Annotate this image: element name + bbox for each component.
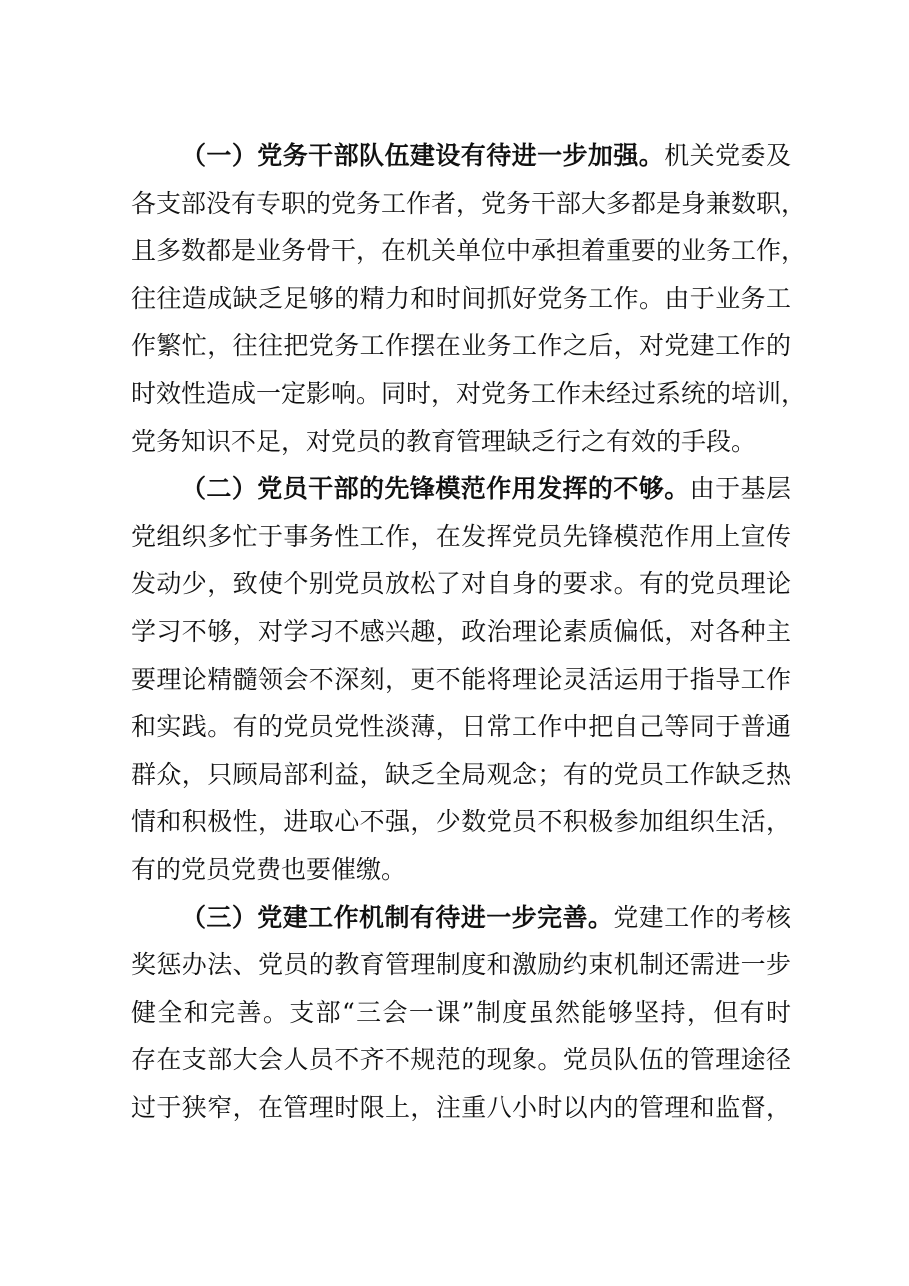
paragraph-text: 党建工作的考核 xyxy=(613,902,791,932)
paragraph-line: 要理论精髓领会不深刻，更不能将理论灵活运用于指导工作 xyxy=(131,664,791,694)
paragraph-line: 发动少，致使个别党员放松了对自身的要求。有的党员理论 xyxy=(131,569,791,599)
paragraph-line xyxy=(131,132,791,180)
paragraph-line: 和实践。有的党员党性淡薄，日常工作中把自己等同于普通 xyxy=(131,712,791,742)
paragraph-line: 且多数都是业务骨干，在机关单位中承担着重要的业务工作， xyxy=(131,236,807,266)
paragraph-line: 存在支部大会人员不齐不规范的现象。党员队伍的管理途径 xyxy=(131,1045,791,1075)
paragraph-line xyxy=(131,465,791,513)
paragraph-heading: （二）党员干部的先锋模范作用发挥的不够。 xyxy=(181,474,690,504)
paragraph-line: 时效性造成一定影响。同时，对党务工作未经过系统的培训， xyxy=(131,378,807,408)
paragraph-line: 过于狭窄，在管理时限上，注重八小时以内的管理和监督， xyxy=(131,1092,791,1122)
paragraph-line: 党务知识不足，对党员的教育管理缺乏行之有效的手段。 xyxy=(131,426,757,456)
paragraph-line xyxy=(131,894,791,942)
paragraph-line: 往往造成缺乏足够的精力和时间抓好党务工作。由于业务工 xyxy=(131,283,791,313)
paragraph-line: 情和积极性，进取心不强，少数党员不积极参加组织生活， xyxy=(131,807,791,837)
paragraph-heading: （一）党务干部队伍建设有待进一步加强。 xyxy=(181,141,665,170)
paragraph-line: 各支部没有专职的党务工作者，党务干部大多都是身兼数职， xyxy=(131,188,807,218)
paragraph-line: 健全和完善。支部“三会一课”制度虽然能够坚持，但有时 xyxy=(131,997,791,1027)
paragraph-heading: （三）党建工作机制有待进一步完善。 xyxy=(181,902,614,932)
paragraph-2 xyxy=(131,465,791,893)
paragraph-3 xyxy=(131,894,791,1132)
paragraph-text: 机关党委及 xyxy=(664,141,791,170)
paragraph-line: 群众，只顾局部利益，缺乏全局观念；有的党员工作缺乏热 xyxy=(131,759,791,789)
paragraph-text: 由于基层 xyxy=(689,474,791,504)
paragraph-line: 奖惩办法、党员的教育管理制度和激励约束机制还需进一步 xyxy=(131,950,791,980)
paragraph-line: 有的党员党费也要催缴。 xyxy=(131,854,407,884)
paragraph-1 xyxy=(131,132,807,465)
paragraph-line: 党组织多忙于事务性工作，在发挥党员先锋模范作用上宣传 xyxy=(131,521,791,551)
paragraph-line: 学习不够，对学习不感兴趣，政治理论素质偏低，对各种主 xyxy=(131,616,791,646)
paragraph-line: 作繁忙，往往把党务工作摆在业务工作之后，对党建工作的 xyxy=(131,331,791,361)
document-body xyxy=(131,132,807,1131)
